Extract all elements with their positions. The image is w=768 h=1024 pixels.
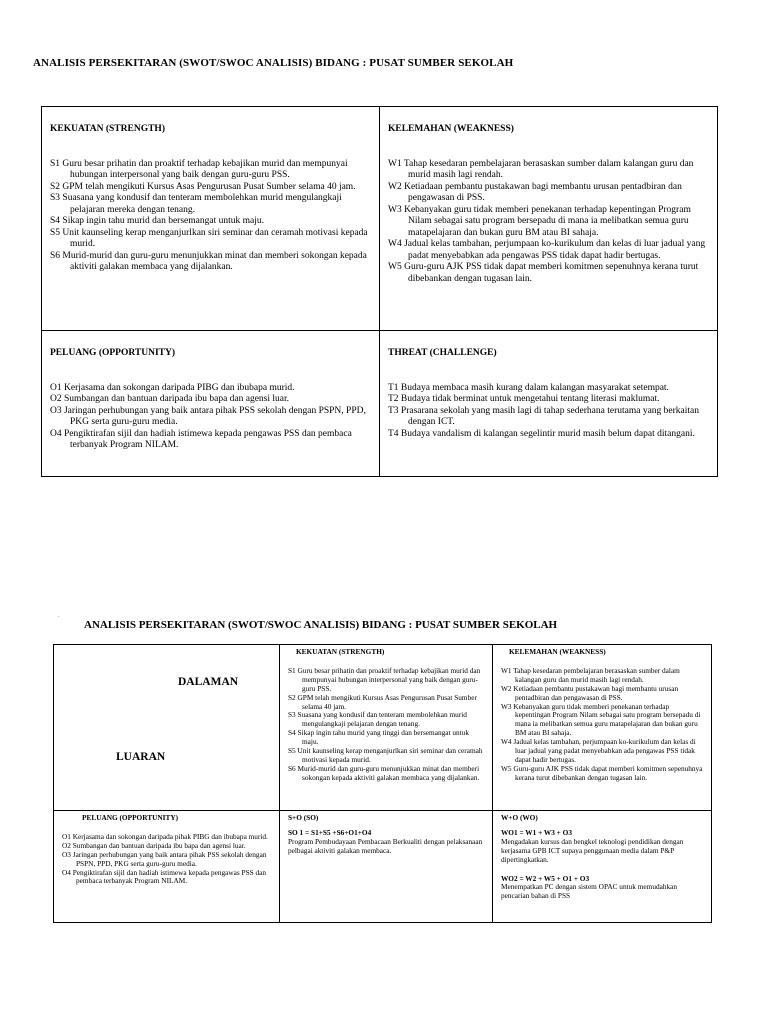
matrix-strength-item: S4 Sikap ingin tahu murid yang tinggi dan bersemangat untuk maju. bbox=[288, 728, 469, 747]
strength-item: S5 Unit kaunseling kerap menganjurlkan siri seminar dan ceramah motivasi kepada murid. bbox=[50, 227, 368, 249]
matrix-opportunity-item: O1 Kerjasama dan sokongan daripada pihak PIBG dan ibubapa murid. bbox=[62, 831, 268, 841]
doc2-title: ANALISIS PERSEKITARAN (SWOT/SWOC ANALISIS) BIDANG : PUSAT SUMBER SEKOLAH bbox=[84, 619, 558, 631]
weakness-item: W4 Jadual kelas tambahan, perjumpaan ko-kurikulum dan kelas di luar jadual yang padat menyebabkan ada pengawas PSS tidak dapat hadir bertugas. bbox=[388, 239, 706, 261]
strength-item: S6 Murid-murid dan guru-guru menunjukkan minat dan memberi sokongan kepada aktiviti galakan membaca yang dijalankan. bbox=[50, 250, 367, 272]
matrix-opportunity-item: O3 Jaringan perhubungan yang baik antara pihak PSS sekolah dengan PSPN, PPD, PKG serta guru-guru media. bbox=[62, 849, 267, 868]
matrix-opportunity-item: O2 Sumbangan dan bantuan daripada ibu bapa dan agensi luar. bbox=[62, 840, 246, 850]
opportunity-header: PELUANG (OPPORTUNITY) bbox=[50, 348, 176, 358]
matrix-opportunity-cell bbox=[54, 811, 280, 923]
strength-item: S3 Suasana yang kondusif dan tenteram membolehkan murid mengulangkaji pelajaran mereka dengan tenang. bbox=[50, 193, 342, 215]
so-description: Program Pembudayaan Pembacaan Berkualiti dengan pelaksanaan pelbagai aktiviti galakan membaca. bbox=[288, 836, 483, 855]
weakness-header: KELEMAHAN (WEAKNESS) bbox=[388, 124, 514, 134]
luaran-label: LUARAN bbox=[116, 751, 166, 763]
stray-mark: . bbox=[58, 613, 60, 619]
matrix-strength-item: S1 Guru besar prihatin dan proaktif terhadap kebajikan murid dan mempunyai hubungan interpersonal yang baik dengan guru-guru PSS. bbox=[288, 665, 481, 693]
matrix-opportunity-item: O4 Pengiktirafan sijil dan hadiah istimewa kepada pengawas PSS dan pembaca terbanyak Program NILAM. bbox=[62, 867, 267, 886]
wo-strategy: WO1 = W1 + W3 + O3 bbox=[501, 827, 572, 837]
wo-header: W+O (WO) bbox=[501, 813, 538, 822]
wo-description: Menempatkan PC dengan sistem OPAC untuk memudahkan pencarian bahan di PSS bbox=[501, 882, 678, 901]
threat-item: T1 Budaya membaca masih kurang dalam kalangan masyarakat setempat. bbox=[388, 382, 669, 393]
doc1-title: ANALISIS PERSEKITARAN (SWOT/SWOC ANALISIS) BIDANG : PUSAT SUMBER SEKOLAH bbox=[33, 57, 514, 69]
weakness-item: W3 Kebanyakan guru tidak memberi penekanan terhadap kepentingan Program Nilam sebagai satu program bersepadu di mana ia melibatkan semua guru matapelajaran dan bukan guru BM atau BI sahaja. bbox=[388, 204, 691, 238]
threat-item: T2 Budaya tidak berminat untuk mengetahui tentang literasi maklumat. bbox=[388, 394, 660, 404]
matrix-weakness-item: W3 Kebanyakan guru tidak memberi penekanan terhadap kepentingan Program Nilam sebagai satu program bersepadu di mana ia melibatkan semua guru matapelajaran dan bukan guru BM atau BI sahaja. bbox=[501, 701, 701, 738]
matrix-strength-header: KEKUATAN (STRENGTH) bbox=[296, 647, 385, 656]
opportunity-item: O4 Pengiktirafan sijil dan hadiah istimewa kepada pengawas PSS dan pembaca terbanyak Program NILAM. bbox=[50, 428, 352, 450]
weakness-item: W1 Tahap kesedaran pembelajaran berasaskan sumber dalam kalangan guru dan murid masih lagi rendah. bbox=[388, 158, 694, 180]
wo-cell bbox=[493, 811, 712, 923]
matrix-weakness-item: W4 Jadual kelas tambahan, perjumpaan ko-kurikulum dan kelas di luar jadual yang padat menyebabkan ada pengawas PSS tidak dapat hadir bertugas. bbox=[501, 737, 696, 764]
weakness-cell bbox=[380, 107, 718, 331]
weakness-item: W5 Guru-guru AJK PSS tidak dapat memberi komitmen sepenuhnya kerana turut dibebankan dengan tugasan lain. bbox=[388, 262, 699, 284]
matrix-strength-item: S5 Unit kaunseling kerap menganjurlkan siri seminar dan ceramah motivasi kepada murid. bbox=[288, 746, 483, 764]
opportunity-item: O2 Sumbangan dan bantuan daripada ibu bapa dan agensi luar. bbox=[50, 394, 290, 404]
wo-description: Mengadakan kursus dan bengkel teknologi pendidikan dengan kerjasama GPB ICT supaya penggunaan media dalam P&P dipertingkatkan. bbox=[501, 836, 684, 864]
strength-item: S4 Sikap ingin tahu murid dan bersemangat untuk maju. bbox=[50, 216, 264, 226]
matrix-strength-item: S2 GPM telah mengikuti Kursus Asas Pengurusan Pusat Sumber selama 40 jam. bbox=[288, 692, 477, 711]
strength-item: S1 Guru besar prihatin dan proaktif terhadap kebajikan murid dan mempunyai hubungan interpersonal yang baik dengan guru-guru PSS. bbox=[50, 158, 348, 180]
matrix-weakness-header: KELEMAHAN (WEAKNESS) bbox=[509, 647, 606, 656]
strength-cell bbox=[42, 107, 380, 331]
swot-table-1 bbox=[41, 106, 718, 477]
so-strategy: SO 1 = S1+S5 +S6+O1+O4 bbox=[288, 827, 372, 837]
weakness-item: W2 Ketiadaan pembantu pustakawan bagi membantu urusan pentadbiran dan pengawasan di PSS. bbox=[388, 181, 682, 203]
threat-item: T3 Prasarana sekolah yang masih lagi di tahap sederhana terutama yang berkaitan dengan ICT. bbox=[388, 405, 700, 427]
matrix-weakness-item: W1 Tahap kesedaran pembelajaran berasaskan sumber dalam kalangan guru dan murid masih lagi rendah. bbox=[501, 665, 680, 684]
strength-item: S2 GPM telah mengikuti Kursus Asas Pengurusan Pusat Sumber selama 40 jam. bbox=[50, 181, 356, 192]
corner-cell bbox=[54, 645, 280, 811]
opportunity-item: O1 Kerjasama dan sokongan daripada PIBG dan ibubapa murid. bbox=[50, 382, 295, 393]
threat-cell bbox=[380, 331, 718, 477]
so-header: S+O (SO) bbox=[288, 813, 319, 822]
matrix-weakness-item: W5 Guru-guru AJK PSS tidak dapat memberi komitmen sepenuhnya kerana turut dibebankan dengan tugasan lain. bbox=[501, 763, 703, 782]
swot-matrix-table bbox=[53, 644, 712, 923]
wo-strategy: WO2 = W2 + W5 + O1 + O3 bbox=[501, 873, 590, 883]
matrix-opportunity-header: PELUANG (OPPORTUNITY) bbox=[82, 813, 179, 822]
matrix-weakness-cell bbox=[493, 645, 712, 811]
threat-header: THREAT (CHALLENGE) bbox=[388, 348, 497, 358]
opportunity-cell bbox=[42, 331, 380, 477]
matrix-strength-item: S3 Suasana yang kondusif dan tenteram membolehkan murid mengulangkaji pelajaran dengan tenang. bbox=[288, 710, 467, 729]
matrix-strength-item: S6 Murid-murid dan guru-guru menunjukkan minat dan memberi sokongan kepada aktiviti galakan membaca yang dijalankan. bbox=[288, 763, 480, 782]
matrix-strength-cell bbox=[280, 645, 493, 811]
so-cell bbox=[280, 811, 493, 923]
dalaman-label: DALAMAN bbox=[178, 676, 239, 688]
opportunity-item: O3 Jaringan perhubungan yang baik antara pihak PSS sekolah dengan PSPN, PPD, PKG serta guru-guru media. bbox=[50, 405, 366, 427]
matrix-weakness-item: W2 Ketiadaan pembantu pustakawan bagi membantu urusan pentadbiran dan pengawasan di PSS. bbox=[501, 683, 679, 702]
strength-header: KEKUATAN (STRENGTH) bbox=[50, 124, 165, 134]
threat-item: T4 Budaya vandalism di kalangan segelintir murid masih belum dapat ditangani. bbox=[388, 428, 695, 439]
